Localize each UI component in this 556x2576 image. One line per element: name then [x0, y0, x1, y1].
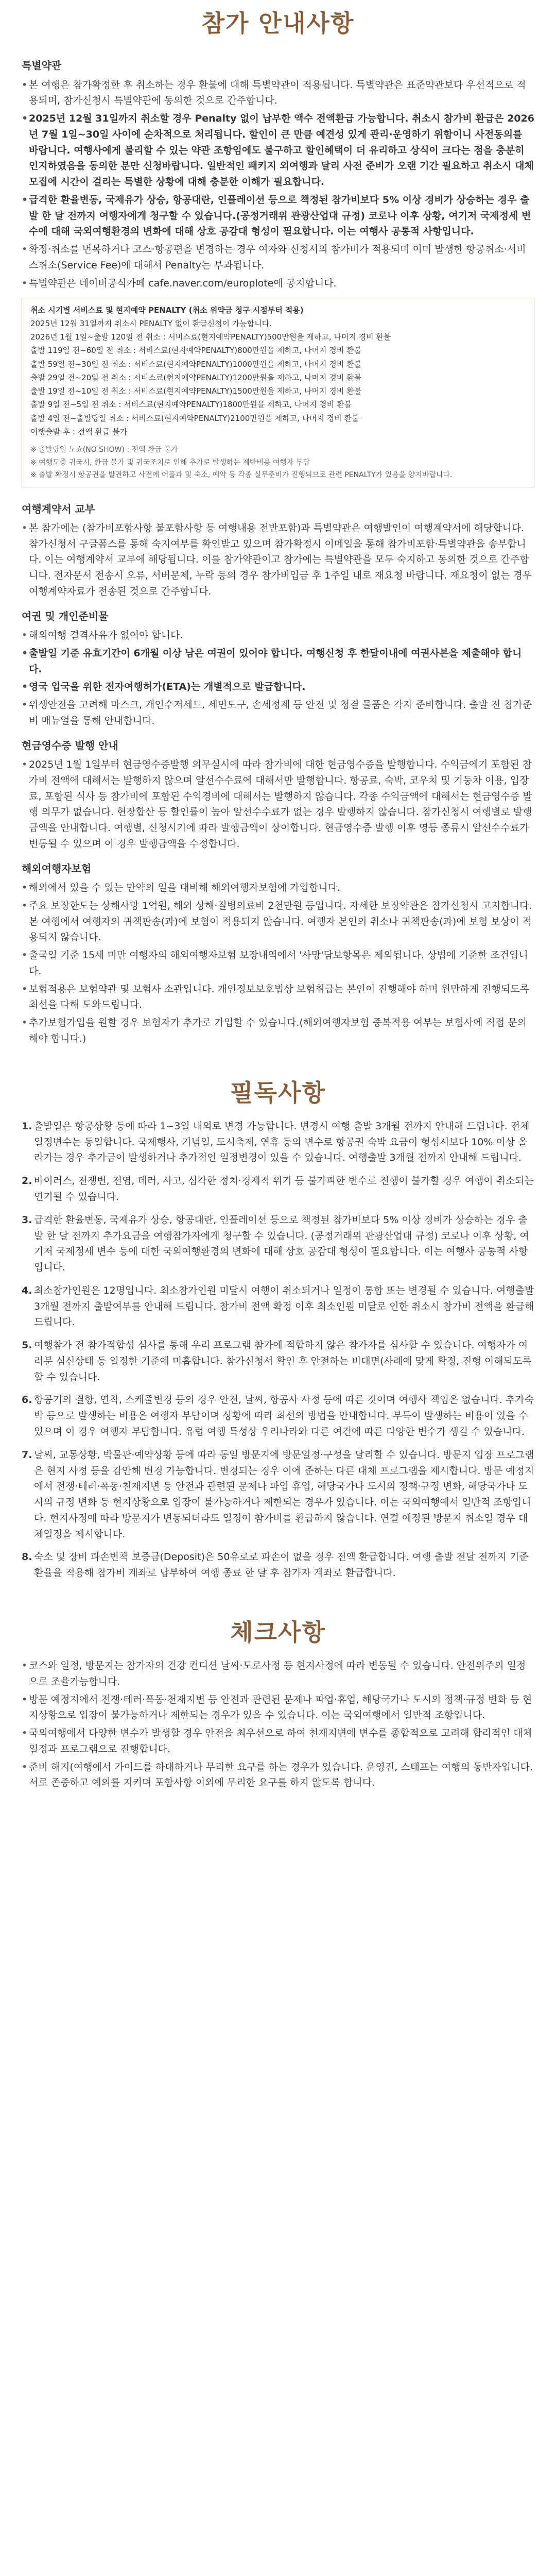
penalty-line: 출발 9일 전~5일 전 취소 : 서비스료(현지예약PENALTY)1800만원을 제하고, 나머지 경비 환불 — [30, 400, 352, 410]
passport-item: • 영국 입국을 위한 전자여행허가(ETA)는 개별적으로 발급합니다. — [22, 679, 534, 695]
passport-item: • 출발일 기준 유효기간이 6개월 이상 남은 여권이 있어야 합니다. 여행신청 후 한달이내에 여권사본을 제출해야 합니다. — [22, 646, 534, 677]
contract-list — [22, 520, 534, 600]
required-item — [22, 1118, 534, 1166]
travel-insurance-item: • 추가보험가입을 원할 경우 보험자가 추가로 가입할 수 있습니다.(해외여행자보험 중복적용 여부는 보험사에 직접 문의해야 합니다.) — [22, 1015, 534, 1047]
travel-insurance-list — [22, 880, 534, 1047]
passport-heading: 여권 및 개인준비물 — [22, 609, 109, 622]
item-text: 출발일은 항공상황 등에 따라 1~3일 내외로 변경 가능합니다. 변경시 여행 출발 3개월 전까지 안내해 드립니다. 전체 일정변수는 동일합니다. 국제행사, 기념일, 도시축제, 연휴 등의 변수로 항공권 숙박 요금이 형성시보다 10% 이상 올라가는 경우 추가금이 발생하거나 추가적인 일정변경이 있을 수 있습니다. 여행출발 3개월 전까지 안내해 드립니다. — [34, 1120, 530, 1164]
required-item — [22, 1549, 534, 1581]
item-text: 바이러스, 전쟁변, 전염, 테러, 사고, 심각한 정치·경제적 위기 등 불가피한 변수로 진행이 불가할 경우 여행이 취소되는 연기될 수 있습니다. — [34, 1175, 534, 1203]
passport-item: • 해외여행 결격사유가 없어야 합니다. — [22, 628, 534, 643]
penalty-title: 취소 시기별 서비스료 및 현지예약 PENALTY (취소 위약금 청구 시점부터 적용) — [30, 305, 304, 315]
receipt-list — [22, 757, 534, 852]
special-term: • 특별약관은 네이버공식카페 cafe.naver.com/europlote에 공지합니다. — [22, 276, 534, 292]
travel-insurance-item: • 출국일 기준 15세 미만 여행자의 해외여행자보험 보장내역에서 '사망'담보항목은 제외됩니다. 상법에 기준한 조건입니다. — [22, 947, 534, 979]
required-item — [22, 1447, 534, 1543]
penalty-note: ※ 출발 확정시 항공권을 발권하고 사전에 어플과 및 숙소, 예약 등 각종 실무준비가 진행되므로 관련 PENALTY가 있음을 양지바랍니다. — [30, 471, 453, 480]
check-item: • 준비 해지(여행에서 가이드를 하대하거나 무리한 요구를 하는 경우가 있습니다. 운영진, 스태프는 여행의 동반자입니다. 서로 존중하고 예의를 지키며 포함사항 이외에 무리한 요구를 하지 않도록 합니다. — [22, 1759, 534, 1791]
contract-item: • 본 참가에는 (참가비포함사항 불포함사항 등 여행내용 전반포함)과 특별약관은 여행발인이 여행계약서에 해당합니다. 참가신청서 구글폼스를 통해 숙지여부를 확인받고 있으며 참가확정시 이메일을 통해 참가비포함·특별약관을 송부합니다. 이는 여행계약서 교부에 해당됩니다. 이를 참가약관이고 참가에는 특별약관을 모두 숙지하고 동의한 것으로 간주합니다. 전자문서 전송시 오류, 서버문제, 누락 등의 경우 참가비입금 후 1주일 내로 재요청 바랍니다. 재요청이 없는 경우 여행계약자료가 전송된 것으로 간주합니다. — [22, 520, 534, 600]
penalty-line: 여행출발 후 : 전액 환급 불가 — [30, 427, 128, 436]
required-item — [22, 1392, 534, 1439]
item-number: 4. — [22, 1284, 32, 1296]
special-term: • 2025년 12월 31일까지 취소할 경우 Penalty 없이 납부한 액수 전액환급 가능합니다. 취소시 참가비 환급은 2026년 7월 1일~30일 사이에 순차적으로 처리됩니다. 할인이 큰 만큼 예견성 있게 관리·운영하기 위함이니 사전동의를 바랍니다. 여행사에게 불리할 수 있는 약관 조항임에도 불구하고 할인혜택이 더 유리하고 상식이 크다는 점을 충분히 인지하였음을 동의한 분만 신청바랍니다. 일반적인 패키지 외여행과 달리 사전 준비가 오랜 기간 필요하고 취소시 대체모집에 시간이 걸리는 특별한 상황에 대해 충분한 이해가 필요합니다. — [22, 111, 534, 190]
penalty-box — [22, 298, 534, 487]
travel-insurance-heading: 해외여행자보험 — [22, 862, 92, 875]
contract-heading: 여행계약서 교부 — [22, 502, 95, 515]
passport-list — [22, 628, 534, 729]
penalty-line: 출발 19일 전~10일 전 취소 : 서비스료(현지예약PENALTY)1500만원을 제하고, 나머지 경비 환불 — [30, 386, 361, 396]
check-list — [22, 1658, 534, 1791]
section-header-check — [0, 1609, 556, 1658]
penalty-line: 출발 4일 전~출발당일 취소 : 서비스료(현지예약PENALTY)2100만원을 제하고, 나머지 경비 환불 — [30, 413, 359, 423]
item-text: 항공기의 결항, 연착, 스케줄변경 등의 경우 안전, 날씨, 항공사 사정 등에 따른 것이며 여행사 책임은 없습니다. 추가숙박 등으로 발생하는 비용은 여행자 부담이며 상황에 따라 최선의 방법을 안내합니다. 부득이 발생하는 비용이 있을 수 있으며 이 경우 여행자 부담합니다. 유럽 여행 특성상 우리나라와 다른 여건에 따른 다양한 변수가 생길 수 있습니다. — [34, 1394, 534, 1437]
travel-insurance-item: • 주요 보장한도는 상해사망 1억원, 해외 상해·질병의료비 2천만원 등입니다. 자세한 보장약관은 참가신청시 고지합니다. 본 여행에서 여행자의 귀책판송(과)에 보험이 적용되지 않습니다. 여행자 본인의 취소나 귀책판송(과)에 보험 보상이 적용되지 않습니다. — [22, 898, 534, 945]
item-text: 급격한 환율변동, 국제유가 상승, 항공대란, 인플레이션 등으로 책정된 참가비보다 5% 이상 경비가 상승하는 경우 출발 한 달 전까지 추가요금을 여행참가자에게 청구할 수 있습니다. (공정거래위 관광산업대 규정) 코로나 이후 상황, 여기저 국제정세 변수 등에 대한 국외여행환경의 변화에 대해 상호 공감대 형성이 필요합니다. 이는 여행사 공통적 사항입니다. — [34, 1214, 529, 1274]
item-number: 2. — [22, 1175, 32, 1187]
item-number: 7. — [22, 1449, 32, 1461]
check-item: • 방문 예정지에서 전쟁·테러·폭동·천재지변 등 안전과 관련된 문제나 파업·휴업, 해당국가나 도시의 정책·규정 변화 등 현지상황으로 입장이 불가능하거나 제한되는 경우가 있을 수 있습니다. 이는 국외여행에서 일반적 조항입니다. — [22, 1692, 534, 1724]
section-title-required: 필독사항 — [227, 1079, 329, 1107]
penalty-line: 2025년 12월 31일까지 취소시 PENALTY 없이 환급신청이 가능합니다. — [30, 318, 272, 328]
required-item — [22, 1212, 534, 1276]
special-term: • 확정·취소를 번복하거나 코스·항공편을 변경하는 경우 여자와 신청서의 참가비가 적용되며 이미 발생한 항공취소·서비스취소(Service Fee)에 대해서 Penalty는 부과됩니다. — [22, 242, 534, 274]
item-number: 6. — [22, 1394, 32, 1406]
item-number: 8. — [22, 1551, 32, 1563]
section-title-guide: 참가 안내사항 — [199, 9, 358, 38]
passport-item: • 위생안전을 고려해 마스크, 개인수저세트, 세면도구, 손세정제 등 안전 및 청결 물품은 각자 준비합니다. 출발 전 참가준비 매뉴얼을 통해 안내합니다. — [22, 697, 534, 729]
check-item: • 코스와 일정, 방문지는 참가자의 건강 컨디션 날씨·도로사정 등 현지사정에 따라 변동될 수 있습니다. 안전위주의 일정으로 조율가능합니다. — [22, 1658, 534, 1690]
item-number: 1. — [22, 1120, 32, 1132]
item-number: 5. — [22, 1340, 32, 1351]
special-term: • 급격한 환율변동, 국제유가 상승, 항공대란, 인플레이션 등으로 책정된 참가비보다 5% 이상 경비가 상승하는 경우 출발 한 달 전까지 여행자에게 청구할 수 있습니다.(공정거래위 관광산업대 규정) 코로나 이후 상황, 여기저 국제정세 변수에 대해 국외여행환경의 변화에 대해 상호 공감대 형성이 필요합니다. 이는 여행사 공통적 사항입니다. — [22, 192, 534, 240]
item-text: 날씨, 교통상황, 박물관·예약상황 등에 따라 동일 방문지에 방문일정·구성을 달리할 수 있습니다. 방문지 입장 프로그램은 현지 사정 등을 감안해 변경 가능합니다. 변경되는 경우 이에 준하는 다른 대체 프로그램을 제시합니다. 방문 예정지에서 전쟁·테러·폭동·천재지변 등 안전과 관련된 문제나 파업 휴업, 해당국가나 도시의 정책·규정 변화, 해당국가나 도시의 규정 변화 등 현지상황으로 입장이 불가능하거나 제한되는 경우가 있습니다. 이는 국외여행에서 일반적 조항입니다. 현지사정에 따라 방문지가 변동되더라도 일정이 참가비를 환급하지 않습니다. 연결 예정된 방문지 취소일 경우 대체일정을 제시합니다. — [34, 1449, 534, 1540]
required-item — [22, 1173, 534, 1205]
receipt-item: • 2025년 1월 1일부터 현금영수증발행 의무실시에 따라 참가비에 대한 현금영수증을 발행합니다. 수익금에기 포함된 참가비 전액에 대해서는 발행하지 않으며 알선수수료에 대해서만 발행합니다. 항공료, 숙박, 코우치 및 기둥차 이용, 입장료, 포함된 식사 등 참가비에 포함된 수익경비에 대해서는 발행하지 않습니다. 각종 수익금액에 대해서는 현금영수증 발행 의무가 없습니다. 현장합산 등 할인률이 높아 알선수수료가 없는 경우 발행하지 않습니다. 참가신청시 여행별로 발행금액을 안내합니다. 여행별, 신청시기에 따라 발행금액이 상이합니다. 현금영수증 발행 이후 영등 종류시 알선수수료가 변동될 수 있으며 이 경우 발행금액을 수정합니다. — [22, 757, 534, 852]
penalty-line: 2026년 1월 1일~출발 120일 전 취소 : 서비스료(현지예약PENALTY)500만원을 제하고, 나머지 경비 환불 — [30, 332, 391, 342]
item-text: 여행참가 전 참가적합성 심사를 통해 우리 프로그램 참가에 적합하지 않은 참가자를 심사할 수 있습니다. 여행자가 여러분 심신상태 등 일정한 기준에 미흡합니다. 참가신청서 확인 후 안전하는 비대면(사례에 맞게 확정, 진행 이해되도록 할 수 있습니다. — [34, 1340, 532, 1383]
penalty-line: 출발 119일 전~60일 전 취소 : 서비스료(현지예약PENALTY)800만원을 제하고, 나머지 경비 환불 — [30, 346, 361, 355]
receipt-heading: 현금영수증 발행 안내 — [22, 739, 118, 752]
special-terms-heading: 특별약관 — [22, 59, 62, 72]
travel-insurance-item: • 보험적용은 보험약관 및 보험사 소관입니다. 개인정보보호법상 보험취급는 본인이 진행해야 하며 원만하게 진행되도록 최선을 다해 도와드립니다. — [22, 981, 534, 1013]
required-item — [22, 1337, 534, 1385]
penalty-note: ※ 여행도중 귀국시, 환급 불가 및 귀국조치로 인해 추가로 발생하는 제반비용 여행자 부담 — [30, 458, 310, 467]
guide-content — [0, 57, 556, 1047]
special-term: • 본 여행은 참가확정한 후 취소하는 경우 환불에 대해 특별약관이 적용됩니다. 특별약관은 표준약관보다 우선적으로 적용되며, 참가신청시 특별약관에 동의한 것으로 간주합니다. — [22, 77, 534, 109]
item-text: 최소참가인원은 12명입니다. 최소참가인원 미달시 여행이 취소되거나 일정이 통합 또는 변경될 수 있습니다. 여행출발 3개월 전까지 출발여부를 안내해 드립니다. 참가비 전액 확정 이후 최소인원 미달로 인한 취소시 참가비 전액을 환급해 드립니다. — [34, 1284, 534, 1328]
required-content — [0, 1118, 556, 1581]
section-header-guide — [0, 0, 556, 49]
section-header-required — [0, 1070, 556, 1118]
penalty-line: 출발 59일 전~30일 전 취소 : 서비스료(현지예약PENALTY)1000만원을 제하고, 나머지 경비 환불 — [30, 359, 361, 369]
item-text: 숙소 및 장비 파손변책 보증금(Deposit)은 50유로로 파손이 없을 경우 전액 환급합니다. 여행 출발 전달 전까지 기준환율을 적용해 참가비 계좌로 납부하여 여행 종료 한 달 후 참가자 계좌로 환급합니다. — [34, 1551, 529, 1579]
penalty-note: ※ 출발당일 노쇼(NO SHOW) : 전액 환급 불가 — [30, 446, 178, 454]
travel-insurance-item: • 해외에서 있을 수 있는 만약의 일을 대비해 해외여행자보험에 가입합니다. — [22, 880, 534, 896]
check-content — [0, 1658, 556, 1791]
item-number: 3. — [22, 1214, 32, 1226]
required-item — [22, 1283, 534, 1330]
section-title-check: 체크사항 — [227, 1618, 329, 1647]
check-item: • 국외여행에서 다양한 변수가 발생할 경우 안전을 최우선으로 하여 천재지변에 변수를 종합적으로 고려해 합리적인 대체 일정과 프로그램으로 진행합니다. — [22, 1725, 534, 1757]
penalty-line: 출발 29일 전~20일 전 취소 : 서비스료(현지예약PENALTY)1200만원을 제하고, 나머지 경비 환불 — [30, 372, 361, 382]
special-terms-list — [22, 77, 534, 292]
